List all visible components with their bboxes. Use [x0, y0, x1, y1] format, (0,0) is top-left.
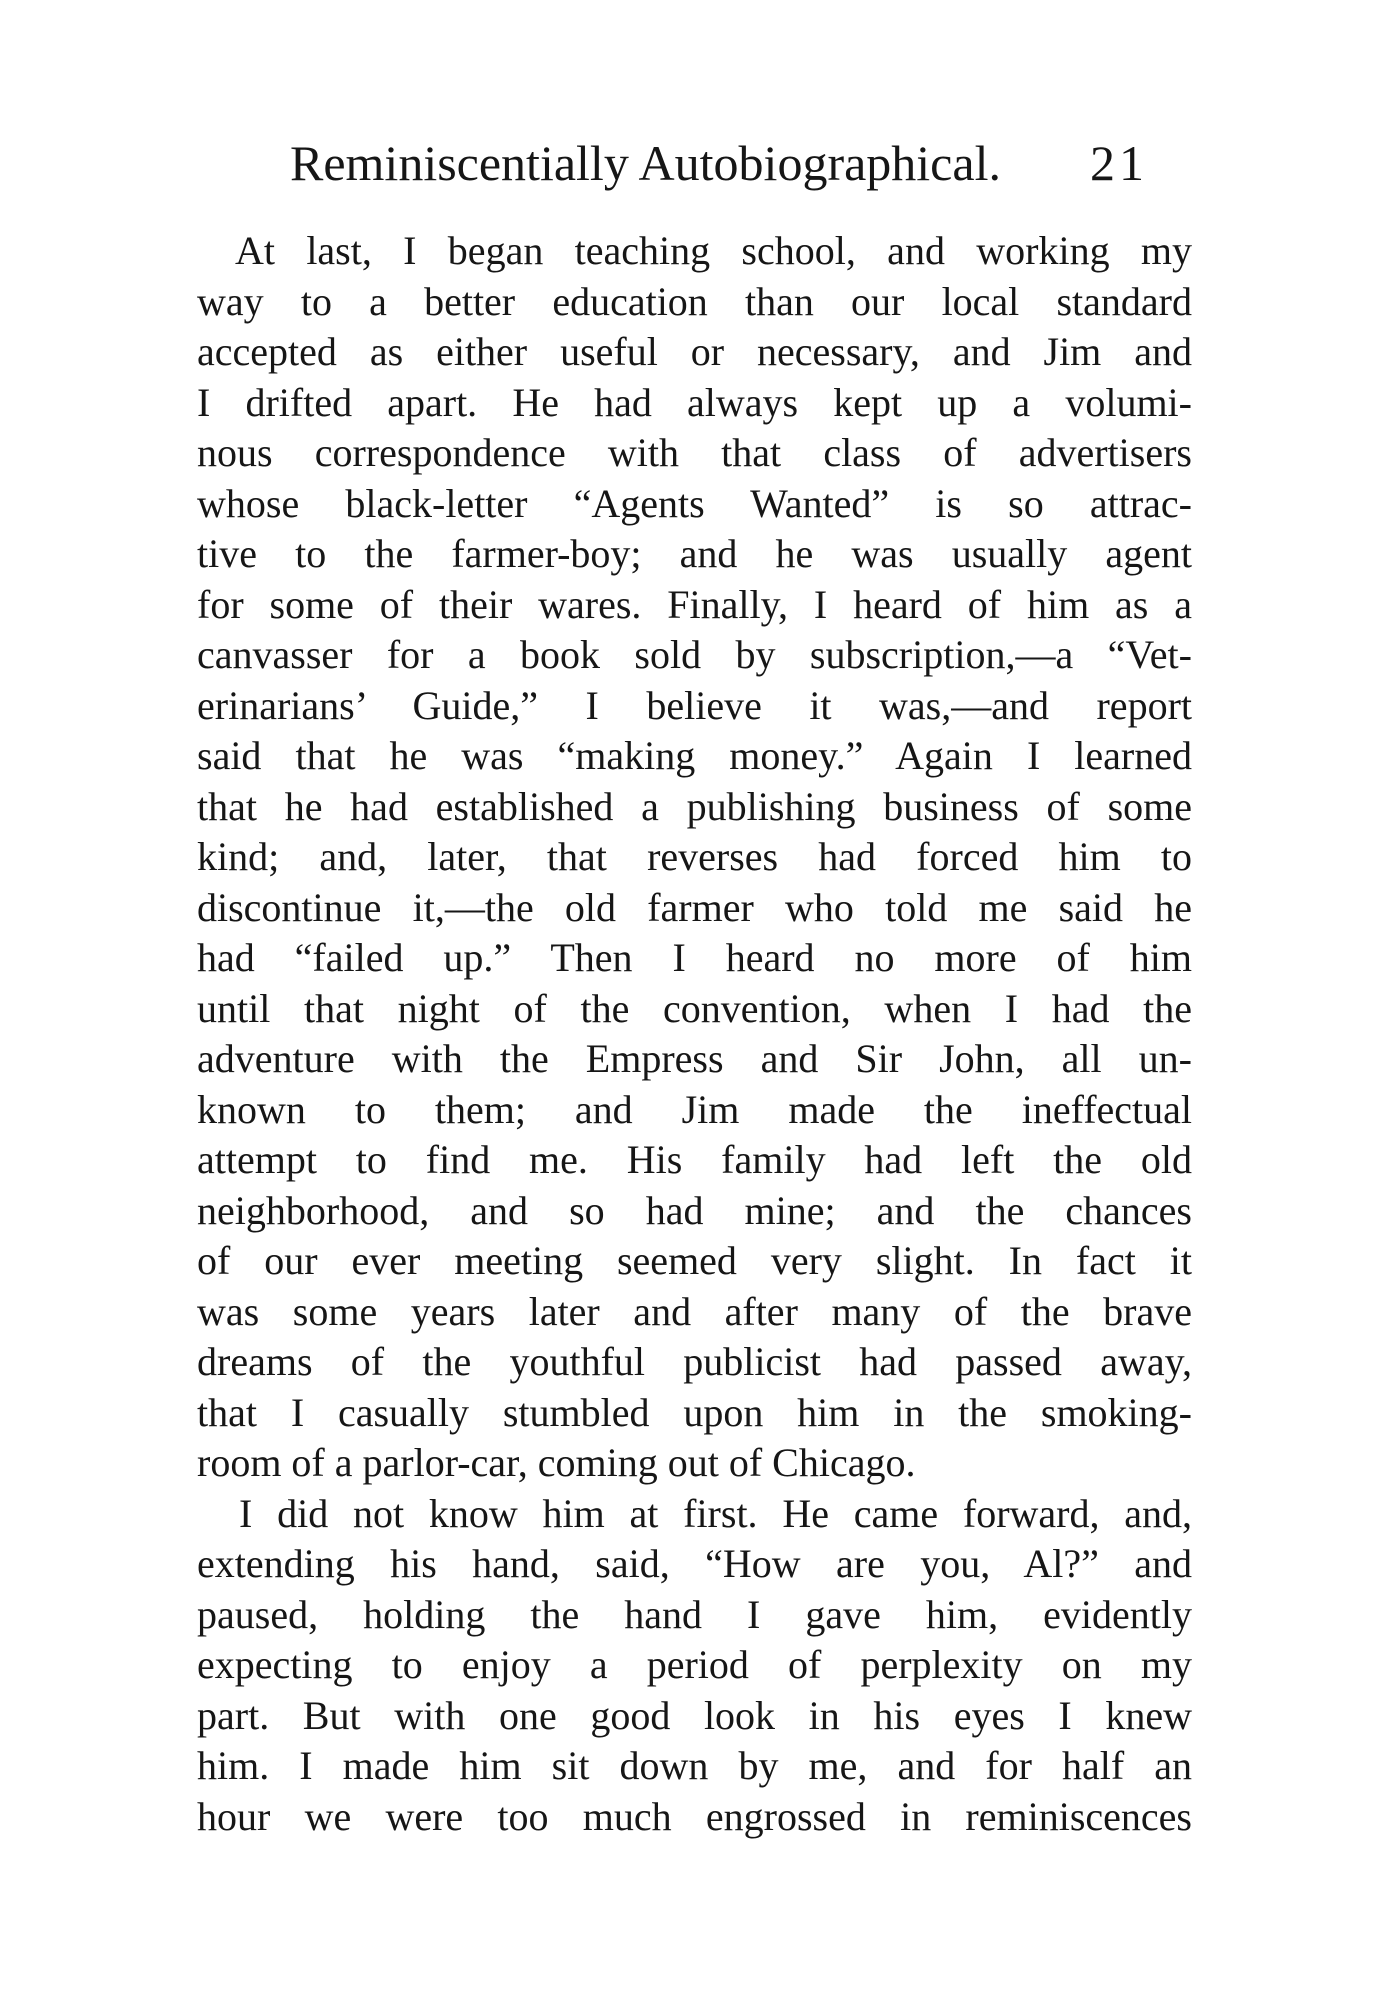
text-line: part. But with one good look in his eyes I knew	[197, 1692, 1192, 1738]
text-line: discontinue it,—the old farmer who told me said he	[197, 884, 1192, 930]
text-line: accepted as either useful or necessary, and Jim and	[197, 329, 1192, 374]
text-line: until that night of the convention, when I had the	[197, 985, 1192, 1031]
text-line: tive to the farmer-boy; and he was usually agent	[197, 531, 1192, 576]
text-line: nous correspondence with that class of advertisers	[197, 430, 1192, 475]
paragraph-1	[197, 226, 1192, 1489]
text-line: him. I made him sit down by me, and for half an	[197, 1743, 1192, 1788]
text-line: I did not know him at first. He came forward, and,	[239, 1490, 1192, 1536]
text-line: paused, holding the hand I gave him, evidently	[197, 1591, 1192, 1637]
text-line: hour we were too much engrossed in reminiscences	[197, 1793, 1192, 1839]
text-line: of our ever meeting seemed very slight. In fact it	[197, 1238, 1192, 1283]
running-header	[290, 128, 1190, 198]
text-line: I drifted apart. He had always kept up a volumi-	[197, 379, 1192, 425]
text-line: whose black-letter “Agents Wanted” is so attrac-	[197, 480, 1192, 526]
text-line: that he had established a publishing business of some	[197, 783, 1192, 829]
text-line: was some years later and after many of the brave	[197, 1288, 1192, 1334]
text-line: for some of their wares. Finally, I heard of him as a	[197, 581, 1192, 627]
text-line: attempt to find me. His family had left the old	[197, 1137, 1192, 1182]
text-line: canvasser for a book sold by subscription,—a “Vet-	[197, 632, 1192, 677]
text-line: had “failed up.” Then I heard no more of him	[197, 935, 1192, 980]
page-number: 21	[1090, 135, 1148, 191]
text-line: erinarians’ Guide,” I believe it was,—and report	[197, 682, 1192, 728]
text-line: At last, I began teaching school, and working my	[235, 228, 1192, 273]
text-line: expecting to enjoy a period of perplexity on my	[197, 1642, 1192, 1687]
text-line: room of a parlor-car, coming out of Chicago.	[197, 1440, 916, 1485]
text-line: dreams of the youthful publicist had passed away,	[197, 1339, 1192, 1384]
running-title: Reminiscentially Autobiographical.	[290, 135, 1001, 191]
paragraph-2	[197, 1489, 1192, 1843]
text-line: that I casually stumbled upon him in the smoking-	[197, 1389, 1192, 1435]
text-line: way to a better education than our local standard	[197, 278, 1192, 324]
text-line: neighborhood, and so had mine; and the chances	[197, 1187, 1192, 1233]
text-line: known to them; and Jim made the ineffectual	[197, 1086, 1192, 1132]
text-line: adventure with the Empress and Sir John, all un-	[197, 1036, 1192, 1081]
text-line: extending his hand, said, “How are you, Al?” and	[197, 1541, 1192, 1586]
body-text	[197, 226, 1192, 1842]
text-line: said that he was “making money.” Again I learned	[197, 733, 1192, 778]
text-line: kind; and, later, that reverses had forced him to	[197, 834, 1192, 879]
